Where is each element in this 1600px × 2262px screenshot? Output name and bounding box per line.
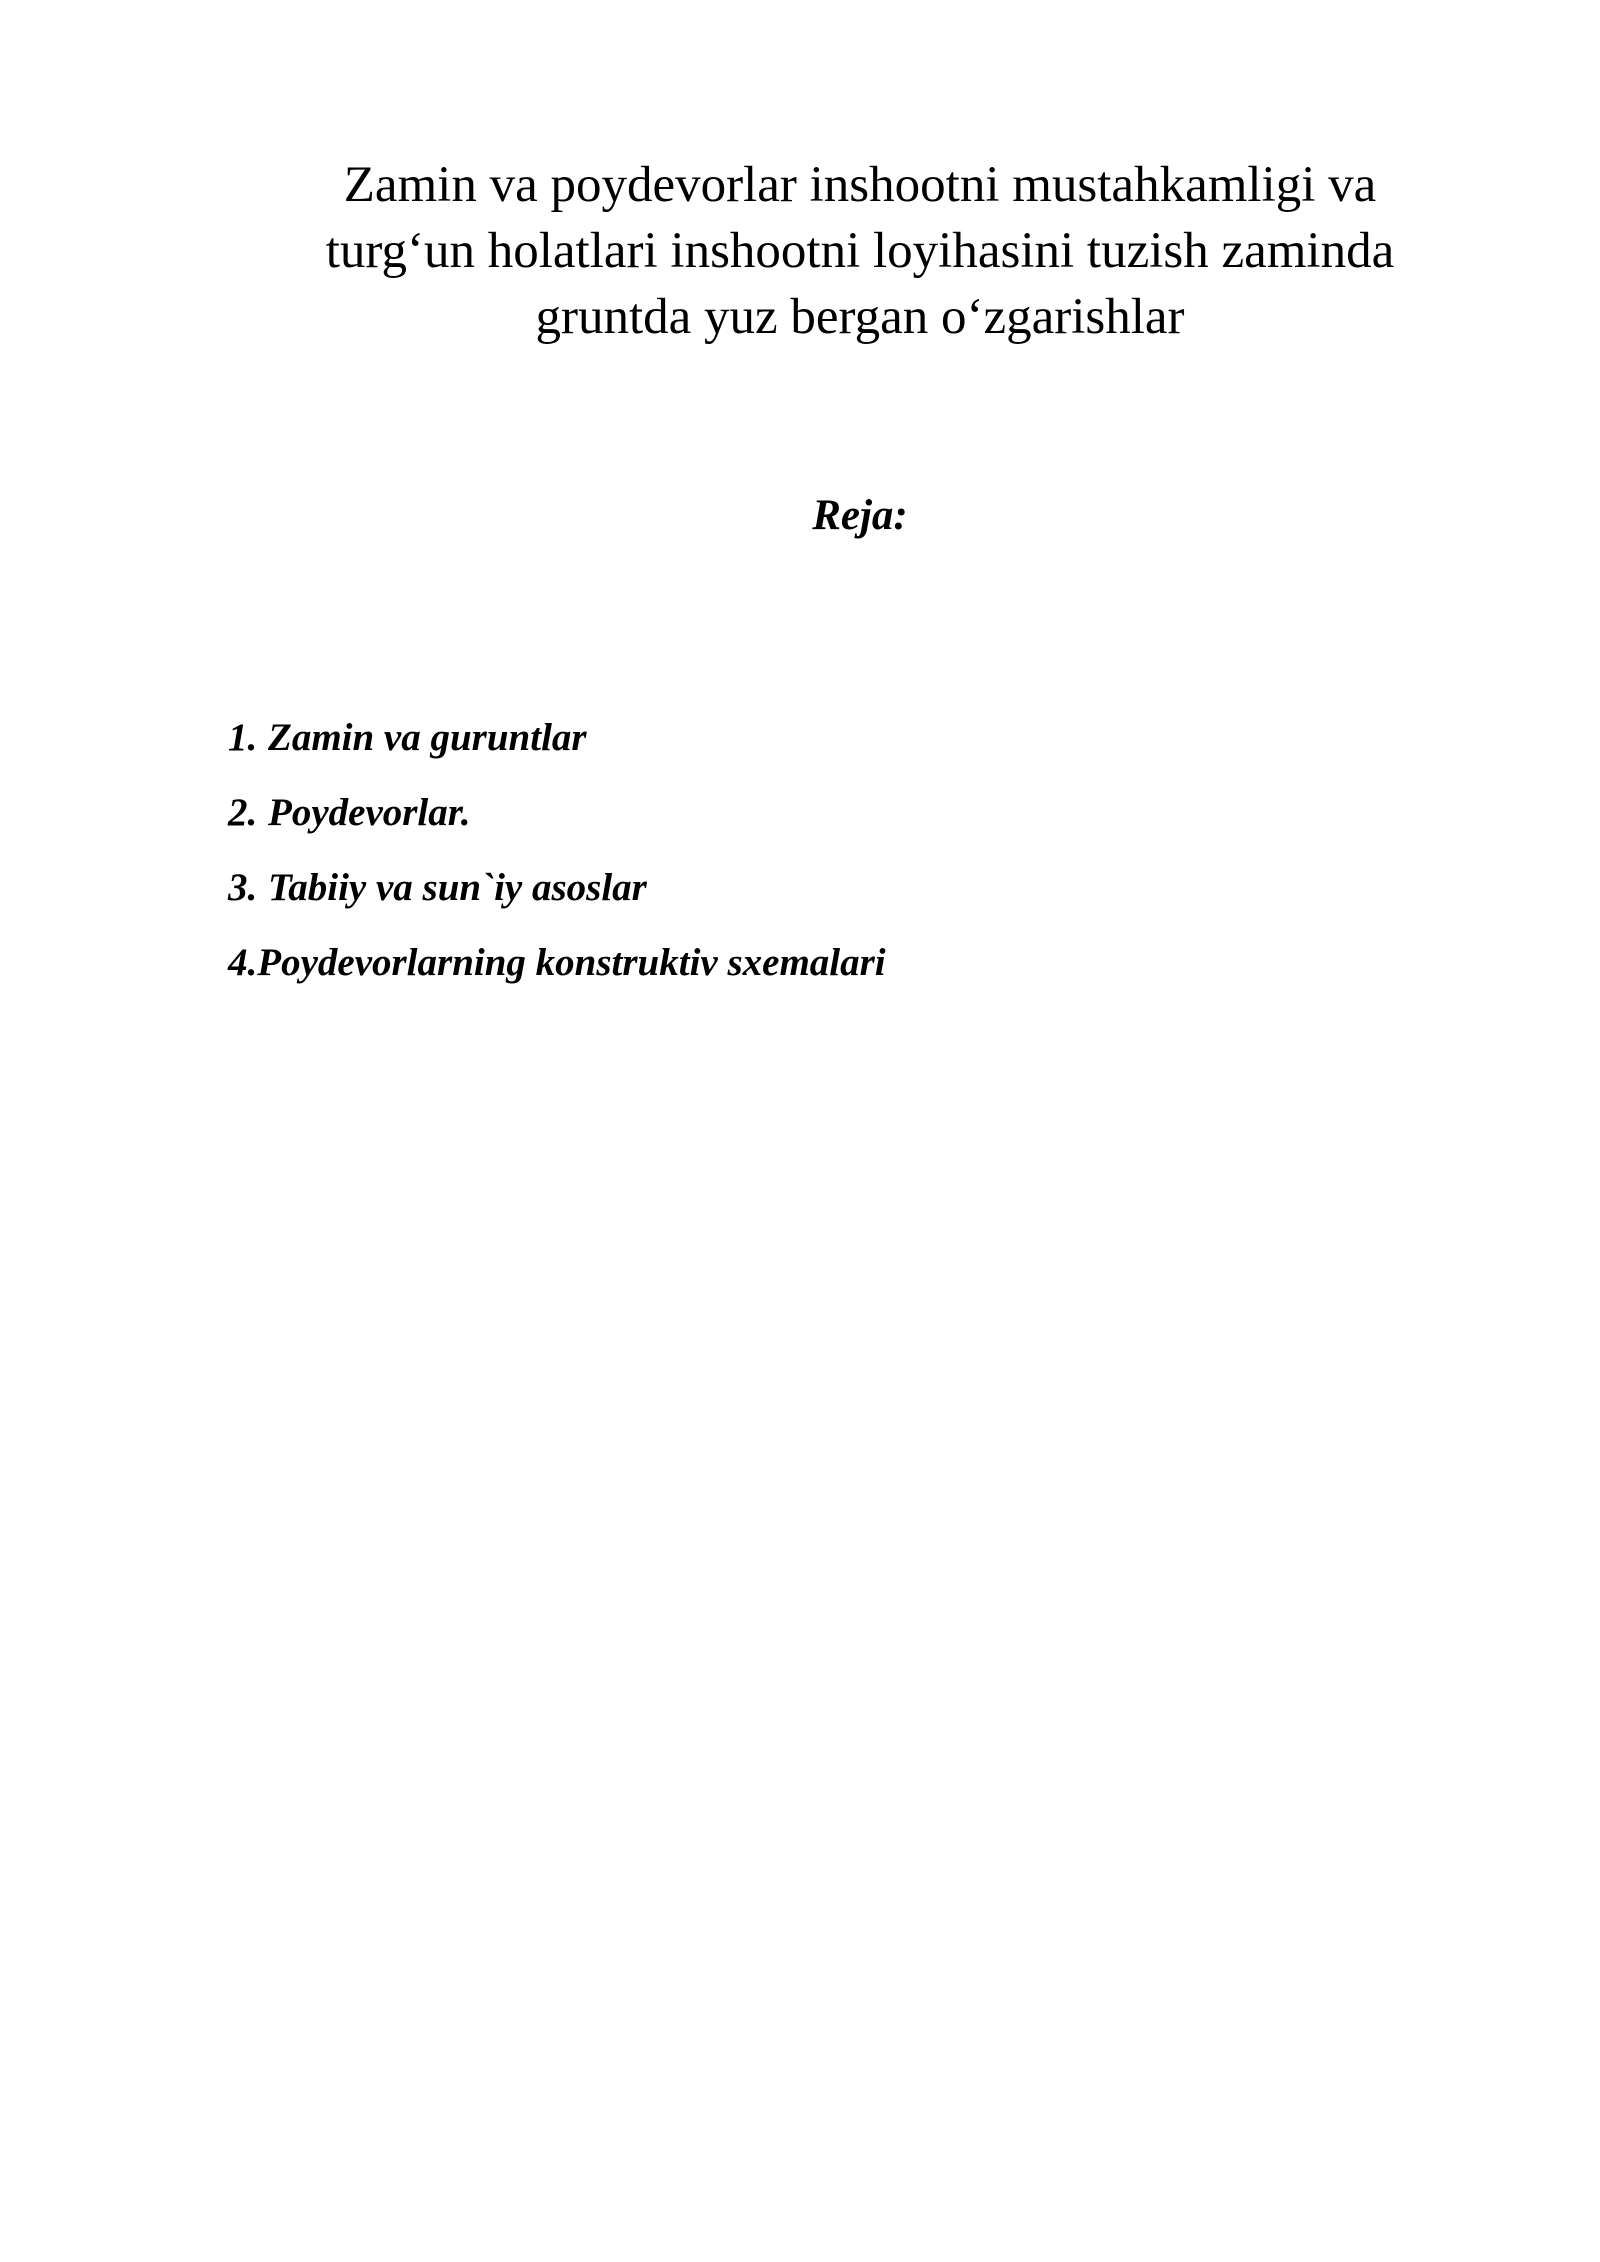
plan-item-text: Zamin va guruntlar	[268, 716, 587, 759]
plan-heading: Reja:	[812, 492, 908, 539]
plan-item-2	[228, 775, 886, 850]
plan-item-number: 4.	[228, 941, 258, 984]
plan-item-1	[228, 700, 886, 775]
plan-item-text: Poydevorlar.	[268, 791, 471, 834]
plan-item-text: Tabiiy va sun`iy asoslar	[268, 866, 647, 909]
plan-item-3	[228, 850, 886, 925]
title-line-1: Zamin va poydevorlar inshootni mustahkamligi va	[343, 157, 1377, 213]
plan-item-number: 3.	[228, 866, 258, 909]
title-line-2: turg‘un holatlari inshootni loyihasini tuzish zaminda	[325, 223, 1395, 279]
title-line-3: gruntda yuz bergan o‘zgarishlar	[535, 289, 1185, 345]
document-title	[200, 152, 1520, 350]
plan-list	[228, 700, 886, 1000]
plan-item-text: Poydevorlarning konstruktiv sxemalari	[257, 941, 886, 984]
plan-item-number: 2.	[228, 791, 258, 834]
plan-item-4	[228, 925, 886, 1000]
plan-item-number: 1.	[228, 716, 258, 759]
